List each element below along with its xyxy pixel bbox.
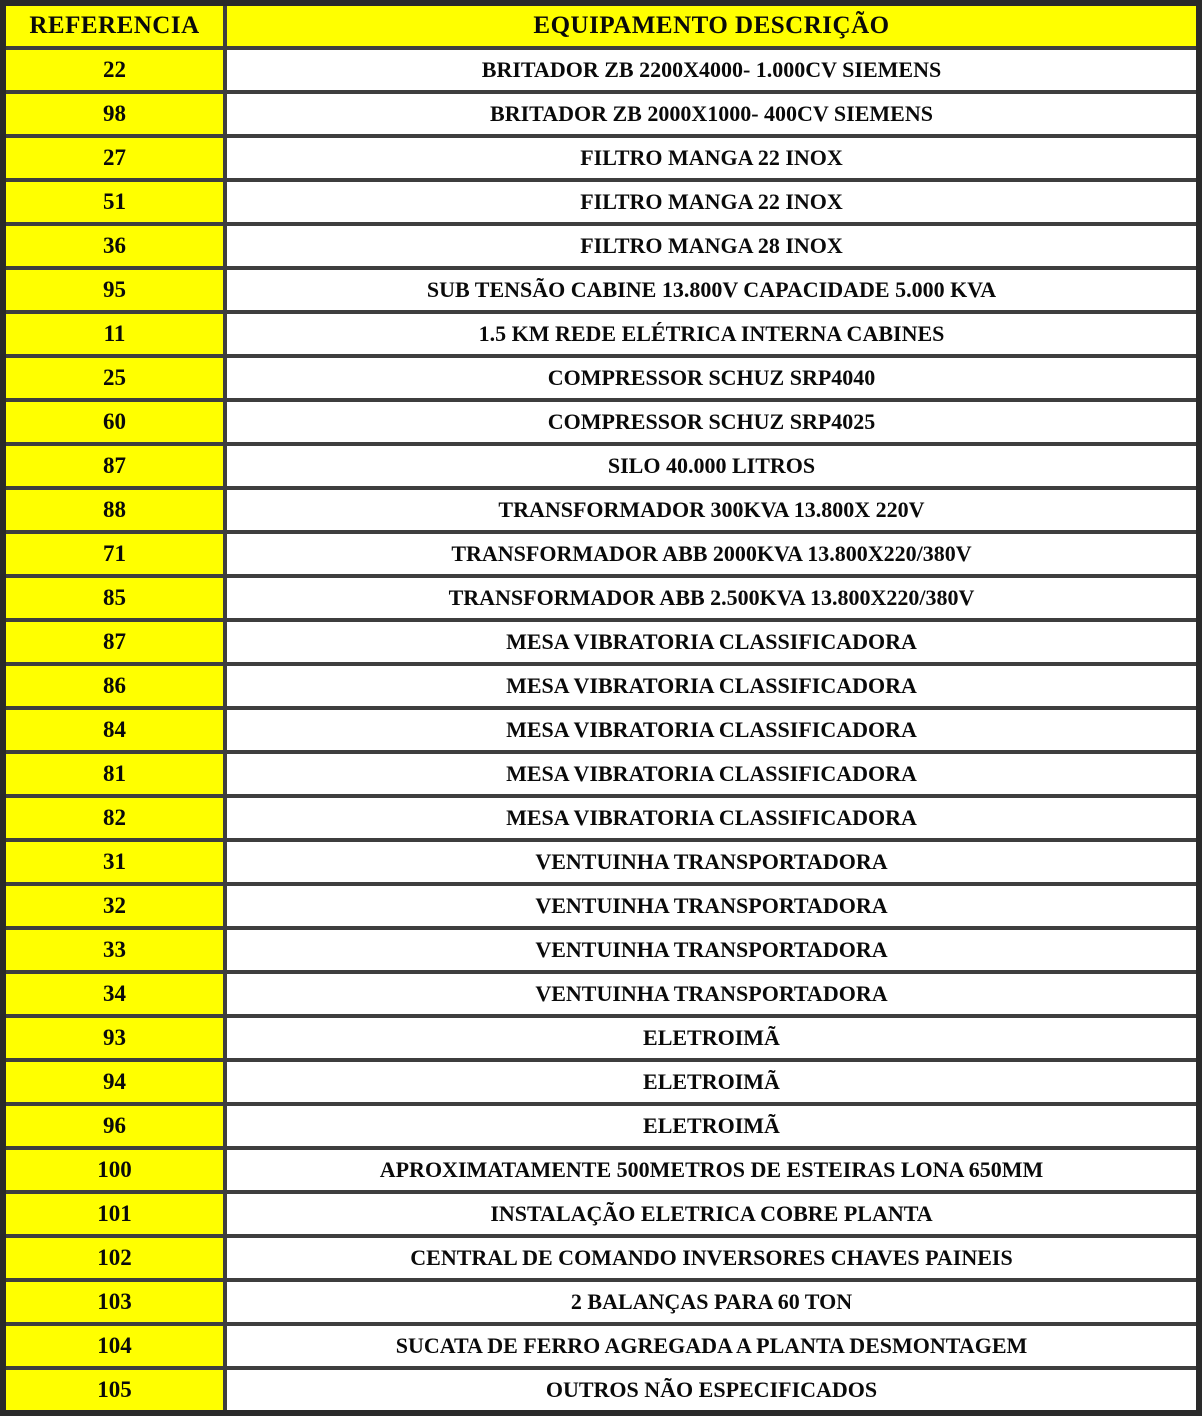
descricao-cell: ELETROIMÃ	[225, 1060, 1199, 1104]
referencia-cell: 100	[3, 1148, 225, 1192]
table-row	[3, 576, 1199, 620]
descricao-cell: BRITADOR ZB 2000X1000- 400CV SIEMENS	[225, 92, 1199, 136]
referencia-cell: 102	[3, 1236, 225, 1280]
referencia-cell: 60	[3, 400, 225, 444]
descricao-cell: CENTRAL DE COMANDO INVERSORES CHAVES PAINEIS	[225, 1236, 1199, 1280]
table-row	[3, 1192, 1199, 1236]
table-row	[3, 1324, 1199, 1368]
descricao-cell: VENTUINHA TRANSPORTADORA	[225, 884, 1199, 928]
table-row	[3, 620, 1199, 664]
table-row	[3, 1016, 1199, 1060]
referencia-cell: 88	[3, 488, 225, 532]
referencia-cell: 27	[3, 136, 225, 180]
referencia-cell: 93	[3, 1016, 225, 1060]
table-row	[3, 356, 1199, 400]
referencia-cell: 31	[3, 840, 225, 884]
descricao-cell: ELETROIMÃ	[225, 1016, 1199, 1060]
table-header	[3, 3, 1199, 48]
referencia-cell: 84	[3, 708, 225, 752]
descricao-cell: TRANSFORMADOR 300KVA 13.800X 220V	[225, 488, 1199, 532]
descricao-cell: SILO 40.000 LITROS	[225, 444, 1199, 488]
descricao-cell: COMPRESSOR SCHUZ SRP4025	[225, 400, 1199, 444]
descricao-cell: SUCATA DE FERRO AGREGADA A PLANTA DESMONTAGEM	[225, 1324, 1199, 1368]
table-row	[3, 840, 1199, 884]
header-row	[3, 3, 1199, 48]
descricao-cell: VENTUINHA TRANSPORTADORA	[225, 972, 1199, 1016]
table-row	[3, 180, 1199, 224]
table-row	[3, 752, 1199, 796]
table-row	[3, 268, 1199, 312]
referencia-cell: 34	[3, 972, 225, 1016]
descricao-cell: MESA VIBRATORIA CLASSIFICADORA	[225, 752, 1199, 796]
referencia-cell: 86	[3, 664, 225, 708]
table-row	[3, 136, 1199, 180]
table-row	[3, 1060, 1199, 1104]
table-row	[3, 1104, 1199, 1148]
referencia-cell: 22	[3, 48, 225, 92]
table-row	[3, 884, 1199, 928]
table-row	[3, 224, 1199, 268]
column-header-referencia: REFERENCIA	[3, 3, 225, 48]
referencia-cell: 105	[3, 1368, 225, 1413]
referencia-cell: 87	[3, 444, 225, 488]
referencia-cell: 96	[3, 1104, 225, 1148]
table-row	[3, 1368, 1199, 1413]
descricao-cell: OUTROS NÃO ESPECIFICADOS	[225, 1368, 1199, 1413]
referencia-cell: 81	[3, 752, 225, 796]
table-row	[3, 532, 1199, 576]
referencia-cell: 33	[3, 928, 225, 972]
table-row	[3, 708, 1199, 752]
referencia-cell: 103	[3, 1280, 225, 1324]
table-body	[3, 48, 1199, 1413]
referencia-cell: 104	[3, 1324, 225, 1368]
descricao-cell: INSTALAÇÃO ELETRICA COBRE PLANTA	[225, 1192, 1199, 1236]
referencia-cell: 87	[3, 620, 225, 664]
table-row	[3, 664, 1199, 708]
descricao-cell: VENTUINHA TRANSPORTADORA	[225, 840, 1199, 884]
descricao-cell: ELETROIMÃ	[225, 1104, 1199, 1148]
table-row	[3, 1236, 1199, 1280]
referencia-cell: 11	[3, 312, 225, 356]
table-row	[3, 972, 1199, 1016]
table-row	[3, 928, 1199, 972]
descricao-cell: BRITADOR ZB 2200X4000- 1.000CV SIEMENS	[225, 48, 1199, 92]
descricao-cell: SUB TENSÃO CABINE 13.800V CAPACIDADE 5.000 KVA	[225, 268, 1199, 312]
descricao-cell: MESA VIBRATORIA CLASSIFICADORA	[225, 664, 1199, 708]
table-row	[3, 796, 1199, 840]
descricao-cell: 1.5 KM REDE ELÉTRICA INTERNA CABINES	[225, 312, 1199, 356]
descricao-cell: FILTRO MANGA 28 INOX	[225, 224, 1199, 268]
column-header-descricao: EQUIPAMENTO DESCRIÇÃO	[225, 3, 1199, 48]
descricao-cell: APROXIMATAMENTE 500METROS DE ESTEIRAS LONA 650MM	[225, 1148, 1199, 1192]
descricao-cell: TRANSFORMADOR ABB 2.500KVA 13.800X220/380V	[225, 576, 1199, 620]
referencia-cell: 95	[3, 268, 225, 312]
table-row	[3, 312, 1199, 356]
descricao-cell: 2 BALANÇAS PARA 60 TON	[225, 1280, 1199, 1324]
table-row	[3, 48, 1199, 92]
table-row	[3, 400, 1199, 444]
descricao-cell: FILTRO MANGA 22 INOX	[225, 180, 1199, 224]
referencia-cell: 94	[3, 1060, 225, 1104]
referencia-cell: 98	[3, 92, 225, 136]
table-row	[3, 488, 1199, 532]
referencia-cell: 101	[3, 1192, 225, 1236]
table-row	[3, 92, 1199, 136]
referencia-cell: 82	[3, 796, 225, 840]
table-row	[3, 1148, 1199, 1192]
table-row	[3, 1280, 1199, 1324]
descricao-cell: FILTRO MANGA 22 INOX	[225, 136, 1199, 180]
referencia-cell: 71	[3, 532, 225, 576]
descricao-cell: MESA VIBRATORIA CLASSIFICADORA	[225, 796, 1199, 840]
descricao-cell: MESA VIBRATORIA CLASSIFICADORA	[225, 620, 1199, 664]
table-row	[3, 444, 1199, 488]
referencia-cell: 32	[3, 884, 225, 928]
referencia-cell: 85	[3, 576, 225, 620]
referencia-cell: 25	[3, 356, 225, 400]
descricao-cell: TRANSFORMADOR ABB 2000KVA 13.800X220/380V	[225, 532, 1199, 576]
descricao-cell: COMPRESSOR SCHUZ SRP4040	[225, 356, 1199, 400]
descricao-cell: MESA VIBRATORIA CLASSIFICADORA	[225, 708, 1199, 752]
referencia-cell: 36	[3, 224, 225, 268]
referencia-cell: 51	[3, 180, 225, 224]
descricao-cell: VENTUINHA TRANSPORTADORA	[225, 928, 1199, 972]
